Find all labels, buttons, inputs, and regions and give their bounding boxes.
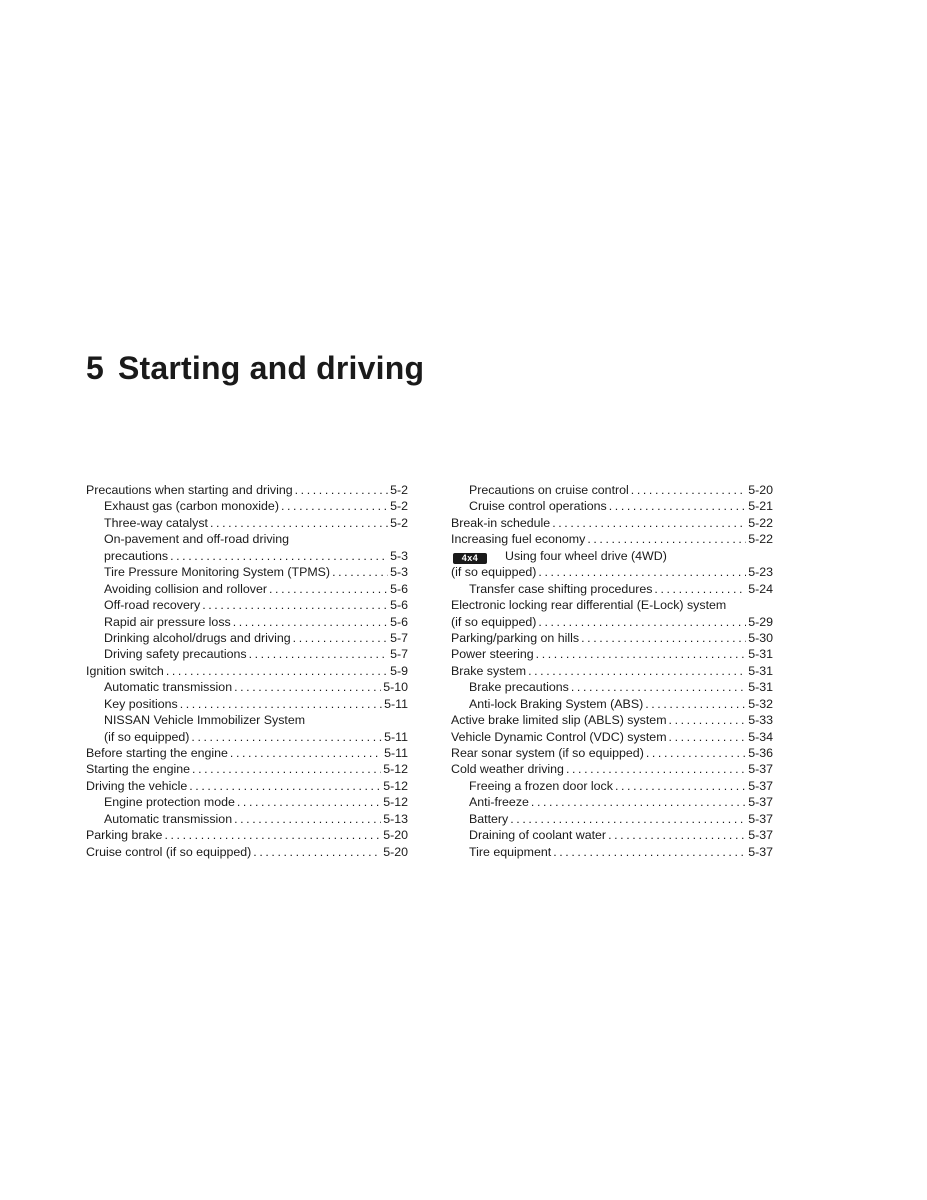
- toc-entry-title: precautions: [104, 548, 169, 563]
- toc-entry[interactable]: [86, 515, 408, 531]
- toc-entry-title: Rear sonar system (if so equipped): [451, 746, 644, 760]
- toc-entry[interactable]: [451, 531, 773, 547]
- toc-entry[interactable]: [451, 581, 773, 597]
- toc-leader-dots: [293, 630, 388, 646]
- toc-entry-page: 5-2: [390, 483, 408, 497]
- toc-right-column: [451, 482, 773, 860]
- toc-entry-title: Brake system: [451, 663, 527, 678]
- toc-entry[interactable]: [451, 696, 773, 712]
- toc-entry[interactable]: [451, 761, 773, 777]
- toc-entry[interactable]: [86, 811, 408, 827]
- toc-leader-dots: [538, 564, 746, 580]
- toc-leader-dots: [249, 646, 389, 662]
- toc-entry-page: 5-6: [390, 581, 408, 596]
- toc-entry[interactable]: [86, 482, 408, 498]
- toc-entry-title: Driving safety precautions: [104, 647, 247, 662]
- toc-entry-page: 5-22: [748, 515, 773, 530]
- toc-leader-dots: [233, 614, 388, 630]
- toc-leader-dots: [237, 794, 381, 810]
- toc-left-column: [86, 482, 408, 860]
- toc-entry-title: Transfer case shifting procedures: [469, 581, 653, 596]
- toc-entry-title: Increasing fuel economy: [451, 532, 586, 547]
- toc-leader-dots: [210, 515, 388, 531]
- toc-entry[interactable]: [451, 597, 773, 613]
- toc-entry[interactable]: [451, 729, 773, 745]
- chapter-title-text: Starting and driving: [118, 350, 425, 386]
- toc-leader-dots: [669, 712, 747, 728]
- toc-entry-page: 5-33: [748, 713, 773, 728]
- toc-entry-title: Tire equipment: [469, 844, 552, 859]
- toc-entry[interactable]: [86, 498, 408, 514]
- toc-entry-page: 5-30: [748, 630, 773, 645]
- toc-entry-title: Freeing a frozen door lock: [469, 778, 613, 793]
- toc-entry-title: Cruise control (if so equipped): [86, 844, 252, 859]
- toc-leader-dots: [202, 597, 388, 613]
- toc-entry-page: 5-12: [383, 778, 408, 793]
- toc-entry-title: Parking/parking on hills: [451, 630, 580, 645]
- toc-leader-dots: [609, 498, 746, 514]
- toc-leader-dots: [234, 679, 381, 695]
- toc-entry-title: Automatic transmission: [104, 680, 233, 695]
- toc-entry-title: Drinking alcohol/drugs and driving: [104, 630, 291, 645]
- toc-entry-title: Precautions on cruise control: [469, 483, 629, 497]
- toc-entry-title: Power steering: [451, 647, 534, 662]
- toc-entry[interactable]: [451, 548, 773, 564]
- toc-entry-page: 5-6: [390, 598, 408, 613]
- toc-leader-dots: [166, 663, 388, 679]
- toc-entry-title: Battery: [469, 811, 509, 826]
- toc-leader-dots: [669, 729, 747, 745]
- toc-entry-title: Draining of coolant water: [469, 828, 607, 843]
- toc-entry[interactable]: [86, 696, 408, 712]
- toc-entry[interactable]: [86, 679, 408, 695]
- toc-entry-title: Tire Pressure Monitoring System (TPMS): [104, 565, 331, 580]
- toc-entry[interactable]: [451, 646, 773, 662]
- toc-entry-title: (if so equipped): [451, 565, 537, 580]
- toc-entry-page: 5-11: [384, 696, 408, 711]
- toc-leader-dots: [180, 696, 382, 712]
- toc-entry-title: Key positions: [104, 696, 178, 711]
- toc-entry-page: 5-37: [748, 778, 773, 793]
- toc-leader-dots: [531, 794, 746, 810]
- toc-leader-dots: [608, 827, 746, 843]
- toc-leader-dots: [510, 811, 746, 827]
- toc-entry-page: 5-37: [748, 811, 773, 826]
- toc-entry-page: 5-23: [748, 565, 773, 580]
- toc-entry-title: Rapid air pressure loss: [104, 614, 231, 629]
- toc-entry[interactable]: [86, 729, 408, 745]
- toc-entry-title: (if so equipped): [104, 729, 190, 744]
- toc-entry-title: Engine protection mode: [104, 795, 235, 810]
- toc-leader-dots: [164, 827, 381, 843]
- toc-entry[interactable]: [451, 844, 773, 860]
- toc-entry-page: 5-20: [383, 828, 408, 843]
- toc-leader-dots: [631, 482, 746, 498]
- toc-entry-page: 5-24: [748, 581, 773, 596]
- toc-entry-title: Avoiding collision and rollover: [104, 581, 268, 596]
- toc-entry-title: Vehicle Dynamic Control (VDC) system: [451, 729, 667, 744]
- toc-leader-dots: [192, 761, 381, 777]
- toc-leader-dots: [230, 745, 382, 761]
- toc-leader-dots: [234, 811, 381, 827]
- chapter-number: 5: [86, 350, 104, 386]
- toc-entry-page: 5-11: [384, 729, 408, 744]
- toc-entry[interactable]: [86, 827, 408, 843]
- toc-entry-title: Starting the engine: [86, 762, 191, 777]
- toc-entry[interactable]: [86, 630, 408, 646]
- toc-entry-page: 5-37: [748, 828, 773, 843]
- toc-entry-page: 5-37: [748, 844, 773, 859]
- toc-entry-title: Brake precautions: [469, 680, 569, 695]
- toc-entry[interactable]: [451, 630, 773, 646]
- toc-entry[interactable]: [451, 794, 773, 810]
- toc-entry[interactable]: [451, 614, 773, 630]
- toc-entry[interactable]: [451, 482, 773, 498]
- toc-entry-page: 5-12: [383, 762, 408, 777]
- toc-leader-dots: [571, 679, 746, 695]
- toc-entry-page: 5-2: [390, 515, 408, 530]
- toc-entry-title: Cruise control operations: [469, 499, 607, 514]
- toc-leader-dots: [581, 630, 746, 646]
- toc-leader-dots: [189, 778, 381, 794]
- toc-leader-dots: [332, 564, 388, 580]
- toc-entry[interactable]: [451, 778, 773, 794]
- toc-entry-title: Break-in schedule: [451, 515, 551, 530]
- toc-entry[interactable]: [86, 597, 408, 613]
- toc-entry[interactable]: [451, 679, 773, 695]
- toc-leader-dots: [281, 498, 388, 514]
- toc-entry-page: 5-31: [748, 663, 773, 678]
- toc-leader-dots: [269, 581, 388, 597]
- toc-entry-page: 5-31: [748, 680, 773, 695]
- toc-entry[interactable]: [451, 827, 773, 843]
- toc-entry-page: 5-34: [748, 729, 773, 744]
- toc-entry-page: 5-29: [748, 614, 773, 629]
- toc-entry-page: 5-31: [748, 647, 773, 662]
- toc-leader-dots: [191, 729, 382, 745]
- toc-entry-title: Automatic transmission: [104, 811, 233, 826]
- toc-entry-page: 5-2: [390, 499, 408, 514]
- toc-entry-title: Anti-freeze: [469, 795, 529, 810]
- toc-entry-page: 5-37: [748, 762, 773, 777]
- toc-entry[interactable]: [451, 663, 773, 679]
- toc-entry-page: 5-6: [390, 614, 408, 629]
- toc-leader-dots: [536, 646, 747, 662]
- toc-entry-page: 5-21: [748, 499, 773, 514]
- toc-entry-title: Parking brake: [86, 828, 163, 843]
- toc-entry-title: Exhaust gas (carbon monoxide): [104, 499, 279, 514]
- toc-entry[interactable]: [451, 712, 773, 728]
- toc-entry-title: Electronic locking rear differential (E-Lock) system: [451, 598, 727, 613]
- toc-entry-page: 5-13: [383, 811, 408, 826]
- toc-entry[interactable]: [86, 646, 408, 662]
- toc-entry-title: Anti-lock Braking System (ABS): [469, 696, 644, 711]
- toc-leader-dots: [553, 844, 746, 860]
- toc-entry-page: 5-7: [390, 647, 408, 662]
- toc-leader-dots: [528, 663, 746, 679]
- toc-entry[interactable]: [86, 794, 408, 810]
- toc-entry-title: Cold weather driving: [451, 762, 564, 777]
- toc-entry-title: NISSAN Vehicle Immobilizer System: [104, 713, 306, 728]
- toc-leader-dots: [538, 614, 746, 630]
- toc-entry-page: 5-3: [390, 565, 408, 580]
- toc-entry-page: 5-7: [390, 630, 408, 645]
- toc-leader-dots: [615, 778, 746, 794]
- toc-entry[interactable]: [86, 581, 408, 597]
- toc-leader-dots: [566, 761, 746, 777]
- chapter-title: [86, 350, 424, 387]
- toc-entry[interactable]: [86, 745, 408, 761]
- toc-entry-title: On-pavement and off-road driving: [104, 532, 290, 547]
- toc-entry-page: 5-12: [383, 795, 408, 810]
- toc-leader-dots: [295, 482, 388, 498]
- toc-entry[interactable]: [86, 844, 408, 860]
- toc-leader-dots: [170, 548, 388, 564]
- toc-entry-title: Off-road recovery: [104, 598, 201, 613]
- toc-entry-title: Ignition switch: [86, 663, 164, 678]
- toc-entry[interactable]: [451, 515, 773, 531]
- toc-entry-page: 5-20: [748, 483, 773, 497]
- toc-entry-title: Precautions when starting and driving: [86, 483, 293, 497]
- toc-entry[interactable]: [451, 564, 773, 580]
- toc-entry-page: 5-32: [748, 696, 773, 711]
- toc-entry-title: Driving the vehicle: [86, 778, 188, 793]
- toc-entry-title: Active brake limited slip (ABLS) system: [451, 713, 667, 728]
- toc-entry[interactable]: [86, 564, 408, 580]
- toc-entry-page: 5-9: [390, 663, 408, 678]
- toc-entry-title: Before starting the engine: [86, 746, 228, 760]
- toc-entry[interactable]: [86, 531, 408, 547]
- toc-leader-dots: [646, 745, 746, 761]
- toc-entry-title: (if so equipped): [451, 614, 537, 629]
- toc-entry[interactable]: [86, 663, 408, 679]
- toc-entry[interactable]: [86, 614, 408, 630]
- toc-leader-dots: [253, 844, 381, 860]
- four-wheel-drive-icon: 4x4: [453, 553, 487, 564]
- toc-entry-page: 5-20: [383, 844, 408, 859]
- toc-entry[interactable]: [451, 745, 773, 761]
- toc-entry-page: 5-37: [748, 795, 773, 810]
- toc-entry-page: 5-11: [384, 746, 408, 760]
- toc-entry-page: 5-10: [383, 680, 408, 695]
- toc-leader-dots: [654, 581, 746, 597]
- toc-entry[interactable]: [86, 778, 408, 794]
- toc-leader-dots: [645, 696, 746, 712]
- toc-leader-dots: [587, 531, 746, 547]
- toc-entry[interactable]: [451, 811, 773, 827]
- toc-entry-title: Three-way catalyst: [104, 515, 208, 530]
- toc-entry[interactable]: [86, 712, 408, 728]
- toc-entry[interactable]: [86, 548, 408, 564]
- toc-entry-title: Using four wheel drive (4WD): [505, 548, 667, 563]
- toc-leader-dots: [552, 515, 746, 531]
- toc-entry-page: 5-3: [390, 548, 408, 563]
- toc-entry[interactable]: [451, 498, 773, 514]
- toc-entry[interactable]: [86, 761, 408, 777]
- toc-entry-page: 5-22: [748, 532, 773, 547]
- toc-entry-page: 5-36: [748, 746, 773, 760]
